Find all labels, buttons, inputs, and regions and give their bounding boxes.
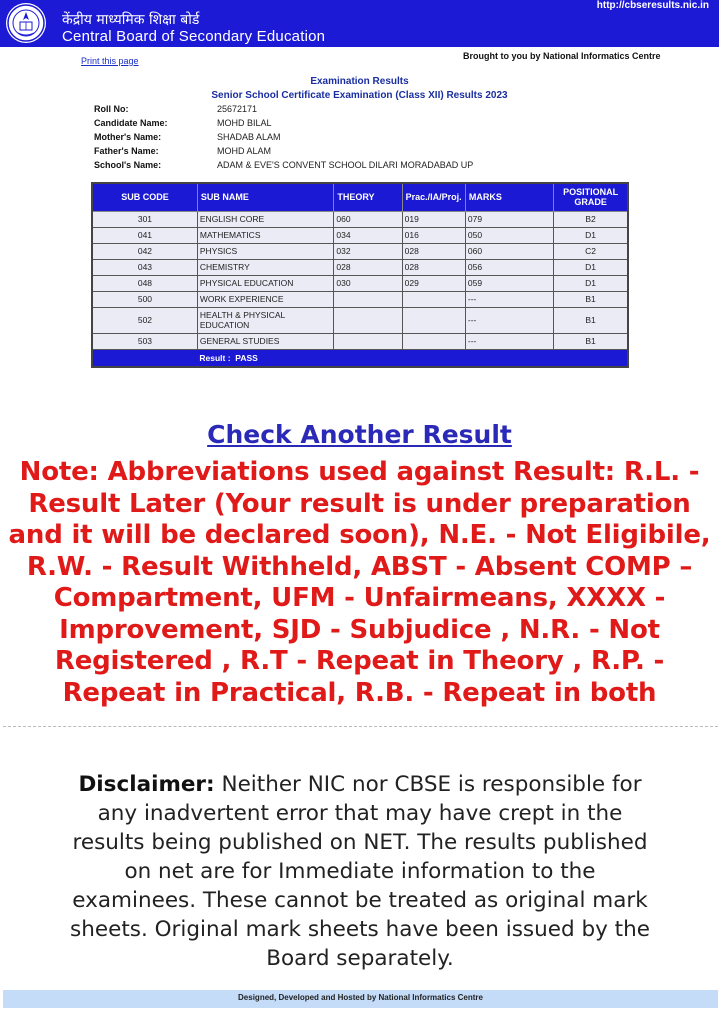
cell-grade: B1 bbox=[554, 307, 628, 333]
info-value: ADAM & EVE'S CONVENT SCHOOL DILARI MORADABAD UP bbox=[217, 160, 474, 170]
result-label: Result : bbox=[199, 352, 231, 363]
abbreviations-note: Note: Abbreviations used against Result: R.L. - Result Later (Your result is under preparation and it will be declared soon), N.E. - Not Eligibile, R.W. - Result Withheld, ABST - Absent COMP – Compartment, UFM - Unfairmeans, XXXX - Improvement, SJD - Subjudice , N.R. - Not Registered , R.T - Repeat in Theory , R.P. - Repeat in Practical, R.B. - Repeat in both bbox=[8, 457, 711, 708]
cell-sub-code: 041 bbox=[92, 227, 197, 243]
info-value: MOHD BILAL bbox=[217, 118, 272, 128]
result-row bbox=[92, 349, 628, 367]
cell-theory: 034 bbox=[334, 227, 402, 243]
cell-practical: 016 bbox=[402, 227, 465, 243]
footer: Designed, Developed and Hosted by National Informatics Centre bbox=[3, 990, 718, 1008]
result-spacer bbox=[92, 349, 197, 367]
cell-grade: C2 bbox=[554, 243, 628, 259]
info-value: MOHD ALAM bbox=[217, 146, 272, 156]
table-header-row bbox=[92, 183, 628, 211]
table-row bbox=[92, 227, 628, 243]
table-row bbox=[92, 243, 628, 259]
table-row bbox=[92, 333, 628, 349]
cell-sub-name: PHYSICAL EDUCATION bbox=[197, 275, 334, 291]
cell-sub-code: 500 bbox=[92, 291, 197, 307]
cell-sub-name: CHEMISTRY bbox=[197, 259, 334, 275]
cell-marks: 056 bbox=[465, 259, 553, 275]
table-row bbox=[92, 211, 628, 227]
cell-practical bbox=[402, 307, 465, 333]
col-header-sub-code: SUB CODE bbox=[92, 183, 197, 211]
disclaimer-text: Neither NIC nor CBSE is responsible for any inadvertent error that may have crept in the results being published on NET. The results published on net are for Immediate information to the examinees. These cannot be treated as original mark sheets. Original mark sheets have been issued by the Board separately. bbox=[70, 772, 650, 971]
exam-subtitle: Senior School Certificate Examination (Class XII) Results 2023 bbox=[211, 90, 508, 101]
exam-title: Examination Results bbox=[310, 76, 409, 87]
result-value: PASS bbox=[235, 352, 258, 363]
info-label: Father's Name: bbox=[94, 146, 159, 156]
cell-marks: --- bbox=[465, 333, 553, 349]
cell-theory: 060 bbox=[334, 211, 402, 227]
info-row-candidate-name bbox=[94, 118, 473, 132]
cell-theory bbox=[334, 333, 402, 349]
info-row-father-name bbox=[94, 146, 473, 160]
cell-marks: --- bbox=[465, 291, 553, 307]
info-label: Mother's Name: bbox=[94, 132, 162, 142]
check-another-result-link[interactable]: Check Another Result bbox=[207, 420, 512, 449]
cell-practical: 029 bbox=[402, 275, 465, 291]
cell-sub-name: PHYSICS bbox=[197, 243, 334, 259]
cell-theory bbox=[334, 291, 402, 307]
cell-grade: D1 bbox=[554, 275, 628, 291]
cell-practical: 028 bbox=[402, 259, 465, 275]
cell-sub-code: 301 bbox=[92, 211, 197, 227]
marks-table bbox=[91, 182, 629, 368]
cell-sub-code: 502 bbox=[92, 307, 197, 333]
cell-sub-name: WORK EXPERIENCE bbox=[197, 291, 334, 307]
info-row-mother-name bbox=[94, 132, 473, 146]
disclaimer-label: Disclaimer: bbox=[78, 772, 215, 797]
cell-marks: 060 bbox=[465, 243, 553, 259]
cell-marks: 079 bbox=[465, 211, 553, 227]
cell-practical: 028 bbox=[402, 243, 465, 259]
cell-grade: B1 bbox=[554, 291, 628, 307]
result-cell bbox=[197, 349, 628, 367]
col-header-sub-name: SUB NAME bbox=[197, 183, 334, 211]
cell-grade: B2 bbox=[554, 211, 628, 227]
cell-theory: 030 bbox=[334, 275, 402, 291]
cell-grade: D1 bbox=[554, 259, 628, 275]
site-url: http://cbseresults.nic.in bbox=[596, 0, 709, 11]
col-header-grade: POSITIONAL GRADE bbox=[554, 183, 628, 211]
info-row-school-name bbox=[94, 160, 473, 174]
table-row bbox=[92, 275, 628, 291]
cbse-emblem-icon bbox=[6, 3, 46, 43]
table-row bbox=[92, 307, 628, 333]
table-row bbox=[92, 291, 628, 307]
cell-practical bbox=[402, 291, 465, 307]
cell-sub-code: 042 bbox=[92, 243, 197, 259]
col-header-marks: MARKS bbox=[465, 183, 553, 211]
candidate-info bbox=[94, 104, 473, 174]
cell-grade: D1 bbox=[554, 227, 628, 243]
divider bbox=[3, 726, 718, 727]
disclaimer bbox=[60, 770, 660, 973]
cell-sub-code: 503 bbox=[92, 333, 197, 349]
cell-marks: --- bbox=[465, 307, 553, 333]
cell-marks: 050 bbox=[465, 227, 553, 243]
info-value: SHADAB ALAM bbox=[217, 132, 281, 142]
cell-grade: B1 bbox=[554, 333, 628, 349]
info-value: 25672171 bbox=[217, 104, 258, 114]
cell-practical: 019 bbox=[402, 211, 465, 227]
cell-sub-name: MATHEMATICS bbox=[197, 227, 334, 243]
cell-theory: 028 bbox=[334, 259, 402, 275]
cell-practical bbox=[402, 333, 465, 349]
cell-sub-name: ENGLISH CORE bbox=[197, 211, 334, 227]
site-header bbox=[0, 0, 719, 47]
board-name-hindi: केंद्रीय माध्यमिक शिक्षा बोर्ड bbox=[62, 12, 200, 28]
brought-by-text: Brought to you by National Informatics Centre bbox=[463, 51, 661, 61]
info-label: School's Name: bbox=[94, 160, 162, 170]
cell-marks: 059 bbox=[465, 275, 553, 291]
table-row bbox=[92, 259, 628, 275]
cell-theory bbox=[334, 307, 402, 333]
info-label: Roll No: bbox=[94, 104, 129, 114]
cell-sub-code: 048 bbox=[92, 275, 197, 291]
print-page-link[interactable]: Print this page bbox=[81, 56, 139, 66]
info-label: Candidate Name: bbox=[94, 118, 168, 128]
cell-sub-name: HEALTH & PHYSICAL EDUCATION bbox=[197, 307, 334, 333]
cell-sub-name: GENERAL STUDIES bbox=[197, 333, 334, 349]
col-header-theory: THEORY bbox=[334, 183, 402, 211]
col-header-practical: Prac./IA/Proj. bbox=[402, 183, 465, 211]
cell-sub-code: 043 bbox=[92, 259, 197, 275]
info-row-roll-no bbox=[94, 104, 473, 118]
board-name-english: Central Board of Secondary Education bbox=[62, 28, 326, 45]
cell-theory: 032 bbox=[334, 243, 402, 259]
